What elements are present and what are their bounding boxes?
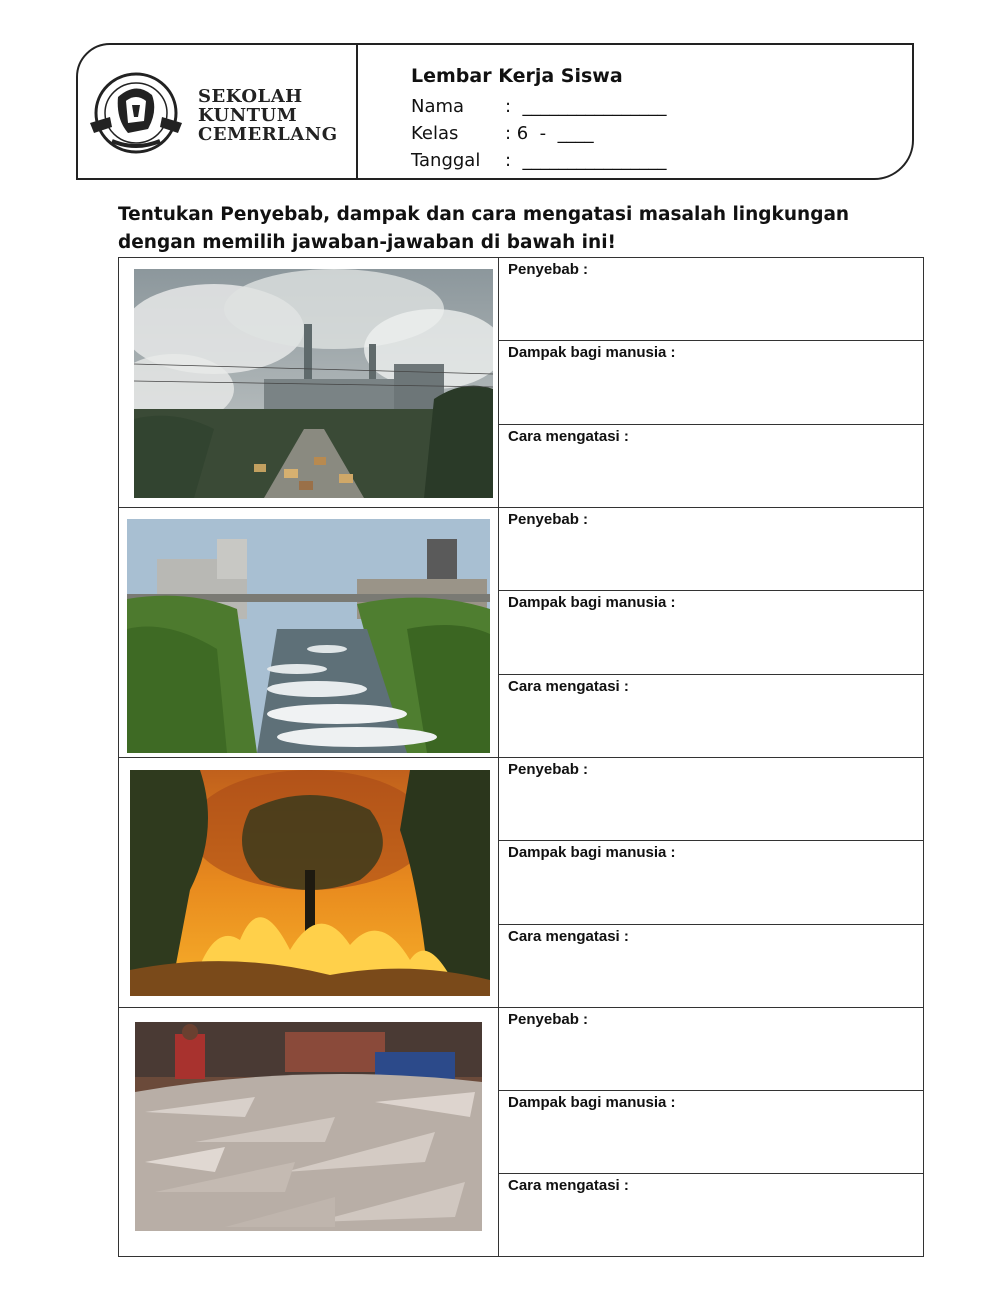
air-pollution-factory-smoke-photo [134, 269, 493, 498]
worksheet-table [118, 257, 924, 1257]
impact-field[interactable]: Dampak bagi manusia : [499, 591, 923, 674]
name-field[interactable] [411, 93, 891, 120]
impact-field[interactable]: Dampak bagi manusia : [499, 341, 923, 424]
forest-fire-photo [130, 770, 490, 996]
cause-field[interactable]: Penyebab : [499, 258, 923, 341]
table-row [119, 758, 923, 1008]
date-label: Tanggal [411, 150, 481, 171]
school-name-line-3: CEMERLANG [198, 124, 338, 145]
class-field[interactable] [411, 120, 891, 147]
solution-field[interactable]: Cara mengatasi : [508, 677, 629, 695]
table-row [119, 1008, 923, 1256]
worksheet-header [76, 43, 914, 180]
impact-field[interactable]: Dampak bagi manusia : [499, 841, 923, 924]
school-name-line-1: SEKOLAH [198, 86, 303, 107]
class-blank[interactable]: : 6 - ____ [505, 123, 594, 144]
cause-field[interactable]: Penyebab : [499, 1008, 923, 1091]
answer-fields [499, 1008, 923, 1256]
impact-field[interactable]: Dampak bagi manusia : [499, 1091, 923, 1174]
date-field[interactable] [411, 147, 891, 174]
name-label: Nama [411, 96, 465, 117]
solution-field[interactable]: Cara mengatasi : [508, 427, 629, 445]
answer-fields [499, 508, 923, 757]
table-row [119, 508, 923, 758]
table-row [119, 258, 923, 508]
answer-fields [499, 258, 923, 507]
school-logo [88, 71, 350, 159]
header-divider [356, 45, 358, 178]
answer-fields [499, 758, 923, 1007]
worksheet-title: Lembar Kerja Siswa [411, 65, 623, 87]
shark-overfishing-photo [135, 1022, 482, 1231]
image-cell [119, 1008, 499, 1256]
instruction-text: Tentukan Penyebab, dampak dan cara mengatasi masalah lingkungan dengan memilih jawaban-jawaban di bawah ini! [118, 204, 850, 253]
school-name [198, 87, 338, 144]
image-cell [119, 508, 499, 757]
class-label: Kelas [411, 123, 459, 144]
solution-field[interactable]: Cara mengatasi : [508, 927, 629, 945]
school-emblem-icon [88, 71, 184, 157]
school-name-line-2: KUNTUM [198, 105, 298, 126]
image-cell [119, 758, 499, 1007]
cause-field[interactable]: Penyebab : [499, 758, 923, 841]
student-info-form [411, 65, 891, 174]
water-pollution-foamy-river-photo [127, 519, 490, 753]
date-blank[interactable]: : ________________ [505, 150, 667, 171]
image-cell [119, 258, 499, 507]
cause-field[interactable]: Penyebab : [499, 508, 923, 591]
solution-field[interactable]: Cara mengatasi : [508, 1177, 629, 1194]
name-blank[interactable]: : ________________ [505, 96, 667, 117]
